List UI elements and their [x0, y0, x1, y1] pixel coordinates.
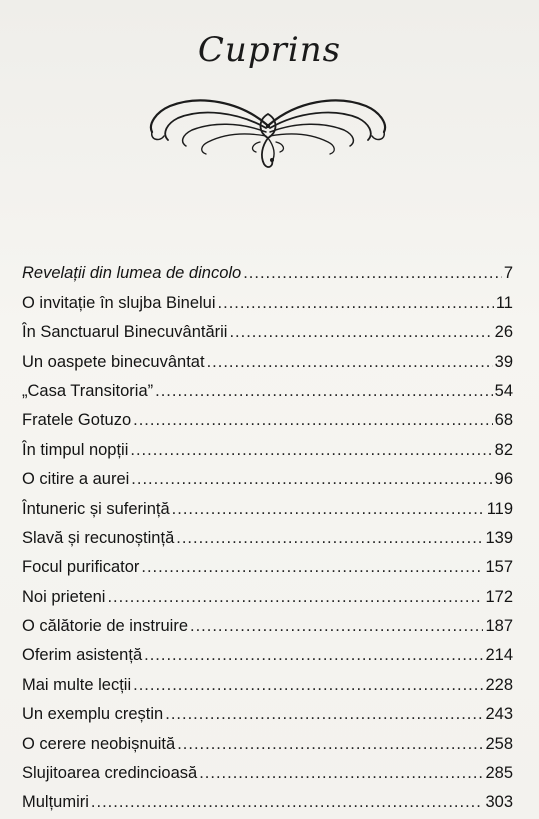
toc-entry-title: În Sanctuarul Binecuvântării	[22, 323, 228, 342]
toc-entry-title: O invitație în slujba Binelui	[22, 293, 216, 312]
toc-entry-page: 68	[494, 411, 513, 430]
toc-entry-title: Revelații din lumea de dincolo	[22, 264, 242, 283]
toc-entry-title: „Casa Transitoria”	[22, 381, 154, 400]
toc-leader-dots	[190, 616, 483, 636]
toc-entry-title: Întuneric și suferință	[22, 499, 170, 518]
toc-entry-page: 243	[485, 705, 513, 724]
toc-entry	[22, 695, 513, 724]
toc-entry	[22, 372, 513, 401]
toc-entry	[22, 665, 513, 694]
toc-leader-dots	[155, 381, 493, 401]
toc-entry-page: 285	[485, 764, 513, 783]
ornament-flourish-icon	[140, 84, 396, 180]
toc-leader-dots	[176, 528, 483, 548]
toc-entry-page: 11	[495, 293, 513, 312]
page-title: Cuprins	[197, 30, 342, 70]
toc-leader-dots	[130, 440, 492, 460]
toc-leader-dots	[107, 587, 483, 607]
toc-entry	[22, 460, 513, 489]
toc-entry-title: O călătorie de instruire	[22, 617, 188, 636]
toc-entry-title: Noi prieteni	[22, 587, 106, 606]
toc-entry-page: 228	[485, 675, 513, 694]
toc-entry	[22, 724, 513, 753]
toc-leader-dots	[133, 675, 483, 695]
toc-entry-page: 258	[485, 734, 513, 753]
toc-entry-title: Slujitoarea credincioasă	[22, 764, 198, 783]
toc-entry-page: 82	[494, 440, 513, 459]
toc-entry	[22, 607, 513, 636]
toc-leader-dots	[133, 410, 493, 430]
toc-entry	[22, 548, 513, 577]
toc-entry	[22, 489, 513, 518]
toc-entry-page: 214	[485, 646, 513, 665]
toc-entry	[22, 401, 513, 430]
toc-leader-dots	[172, 499, 485, 519]
toc-entry-page: 172	[485, 587, 513, 606]
toc-entry	[22, 283, 513, 312]
toc-entry-title: Un exemplu creștin	[22, 705, 164, 724]
toc-entry-page: 187	[485, 617, 513, 636]
toc-entry	[22, 577, 513, 606]
toc-leader-dots	[207, 352, 493, 372]
toc-leader-dots	[218, 293, 494, 313]
toc-entry	[22, 313, 513, 342]
toc-entry-title: În timpul nopții	[22, 440, 129, 459]
toc-entry-page: 303	[485, 793, 513, 812]
toc-entry	[22, 636, 513, 665]
toc-entry	[22, 783, 513, 812]
toc-leader-dots	[229, 322, 492, 342]
toc-leader-dots	[144, 645, 483, 665]
toc-entry-page: 7	[503, 264, 513, 283]
toc-entry	[22, 342, 513, 371]
toc-leader-dots	[131, 469, 492, 489]
toc-entry-page: 54	[494, 381, 513, 400]
toc-entry-page: 96	[494, 470, 513, 489]
toc-entry-page: 26	[494, 323, 513, 342]
toc-leader-dots	[177, 734, 483, 754]
toc-entry-page: 119	[486, 499, 513, 518]
toc-entry-title: Un oaspete binecuvântat	[22, 352, 205, 371]
toc-leader-dots	[141, 557, 483, 577]
toc-leader-dots	[243, 263, 502, 283]
toc-entry-title: O cerere neobișnuită	[22, 734, 176, 753]
toc-entry	[22, 430, 513, 459]
toc-entry	[22, 254, 513, 283]
table-of-contents	[22, 254, 513, 812]
toc-leader-dots	[165, 704, 483, 724]
toc-entry-title: Focul purificator	[22, 558, 140, 577]
toc-entry-title: Mulțumiri	[22, 793, 89, 812]
toc-leader-dots	[199, 763, 483, 783]
toc-entry	[22, 754, 513, 783]
toc-leader-dots	[91, 792, 484, 812]
toc-entry-page: 139	[485, 528, 513, 547]
toc-entry-title: Oferim asistență	[22, 646, 143, 665]
toc-entry-page: 157	[485, 558, 513, 577]
toc-entry-title: Slavă și recunoștință	[22, 528, 175, 547]
toc-entry	[22, 519, 513, 548]
toc-entry-title: Mai multe lecții	[22, 675, 132, 694]
toc-entry-page: 39	[494, 352, 513, 371]
toc-entry-title: Fratele Gotuzo	[22, 411, 132, 430]
toc-entry-title: O citire a aurei	[22, 470, 130, 489]
